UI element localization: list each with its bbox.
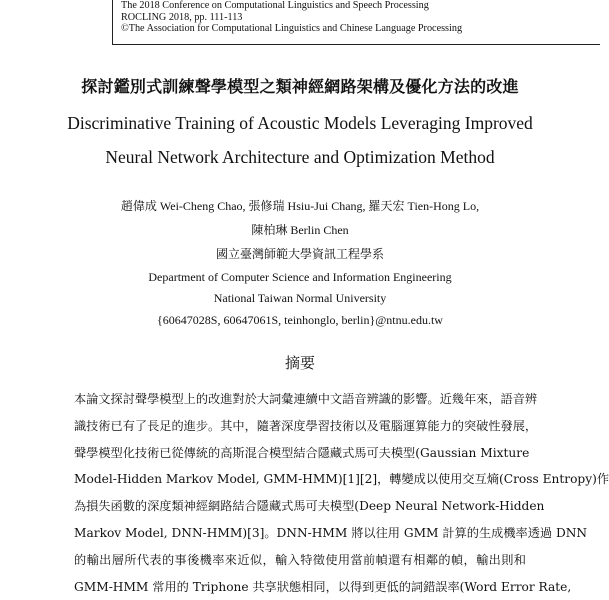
- proceedings-pages: ROCLING 2018, pp. 111-113: [121, 11, 243, 23]
- affiliation-department: Department of Computer Science and Information Engineering: [148, 270, 452, 284]
- author-list-line1: 趙偉成 Wei-Cheng Chao, 張修瑞 Hsiu-Jui Chang, 羅天宏 Tien-Hong Lo,: [120, 199, 480, 213]
- abstract-line: Markov Model, DNN-HMM)[3]。DNN-HMM 將以往用 GMM 計算的生成機率透過 DNN: [74, 525, 588, 540]
- paper-title-chinese: 探討鑑別式訓練聲學模型之類神經網路架構及優化方法的改進: [81, 77, 519, 96]
- author-emails: {60647028S, 60647061S, teinhonglo, berlin}@ntnu.edu.tw: [157, 313, 443, 327]
- abstract-body: [74, 386, 609, 600]
- abstract-line: GMM-HMM 常用的 Triphone 共享狀態相同，以得到更低的詞錯誤率(Word Error Rate,: [74, 579, 572, 594]
- paper-title-english-line2: Neural Network Architecture and Optimization Method: [105, 147, 495, 167]
- abstract-line: Model-Hidden Markov Model, GMM-HMM)[1][2]，轉變成以使用交互熵(Cross Entropy)作: [74, 472, 609, 487]
- abstract-heading: 摘要: [284, 354, 315, 372]
- abstract-line: 為損失函數的深度類神經網路結合隱藏式馬可夫模型(Deep Neural Network-Hidden: [74, 499, 545, 514]
- conference-name: The 2018 Conference on Computational Linguistics and Speech Processing: [121, 0, 429, 11]
- affiliation-chinese: 國立臺灣師範大學資訊工程學系: [215, 247, 384, 261]
- affiliation-university: National Taiwan Normal University: [213, 291, 387, 305]
- paper-title-english-line1: Discriminative Training of Acoustic Models Leveraging Improved: [67, 113, 533, 133]
- abstract-line: 聲學模型化技術已從傳統的高斯混合模型結合隱藏式馬可夫模型(Gaussian Mixture: [74, 445, 530, 460]
- author-list-line2: 陳柏琳 Berlin Chen: [251, 223, 349, 237]
- copyright-notice: ©The Association for Computational Linguistics and Chinese Language Processing: [121, 23, 463, 35]
- abstract-line: 的輸出層所代表的事後機率來近似，輸入特徵使用當前幀還有相鄰的幀，輸出則和: [74, 552, 526, 567]
- conference-header: [112, 0, 600, 45]
- abstract-line: 識技術已有了長足的進步。其中，隨著深度學習技術以及電腦運算能力的突破性發展，: [74, 418, 538, 433]
- abstract-line: 本論文探討聲學模型上的改進對於大詞彙連續中文語音辨識的影響。近幾年來，語音辨: [74, 392, 538, 406]
